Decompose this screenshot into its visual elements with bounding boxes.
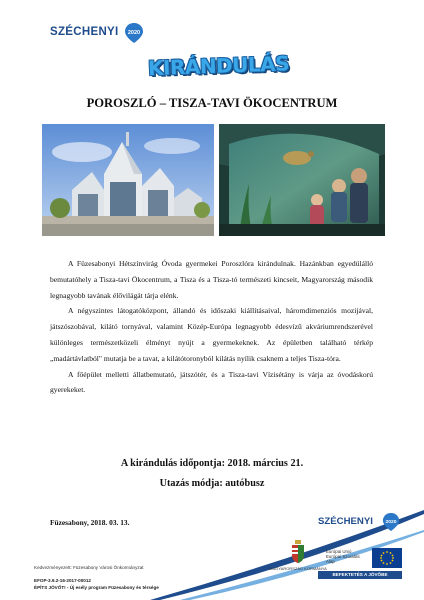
aquarium-photo: [219, 124, 385, 236]
eu-text: [326, 549, 360, 565]
szechenyi-bottom-badge: 2020: [385, 519, 397, 525]
government-text: MAGYARORSZÁG KORMÁNYA: [269, 566, 327, 571]
eu-text-line-2: Európai Szociális: [326, 554, 360, 560]
ecocentre-building-photo: [42, 124, 214, 236]
project-name: ÉPÍTS JÖVŐT! - Új esély program Füzesabony és térsége: [34, 585, 159, 590]
trip-date: A kirándulás időpontja: 2018. március 21.: [120, 458, 304, 469]
place-date: Füzesabony, 2018. 03. 13.: [50, 518, 130, 527]
map-pin-icon: [124, 22, 144, 44]
szechenyi-logo-top: [50, 22, 140, 44]
paragraph-visitor-centre: A négyszintes látogatóközpont, állandó és időszaki kiállításaival, háromdimenziós mozijával, játszószobával, kilátó tornyával, valamint Közép-Európa legnagyobb édesvízű akváriumrendszerével különleges természetközeli élményt nyújt a gyermekeknek. Az épületben található térkép „madártávlatból" mutatja be a tavat, a kilátótoronyból kilátás nyílik csaknem a teljes Tisza-tóra.: [50, 306, 373, 363]
body-text: [50, 256, 373, 398]
beneficiary-text: Kedvezményezett: Füzesabony Városi Önkormányzat: [34, 565, 144, 570]
page-title: POROSZLÓ – TISZA-TAVI ÖKOCENTRUM: [86, 96, 338, 110]
map-pin-icon: [382, 512, 400, 532]
paragraph-outdoor: A főépület melletti állatbemutató, játszótér, és a Tisza-tavi Vízisétány is várja az óvodáskorú gyerekeket.: [50, 369, 373, 395]
paragraph-intro: A Füzesabonyi Hétszínvirág Óvoda gyermekei Poroszlóra kirándulnak. Hazánkban egyedülálló bemutatóhely a Tisza-tavi Ökocentrum, a Tisza és a Tisza-tó természeti kincseit, Magyarország második legnagyobb tavának élővilágát tárja elénk.: [50, 259, 373, 300]
eu-text-line-1: Európai Unió: [326, 549, 352, 554]
trip-transport: Utazás módja: autóbusz: [159, 478, 265, 489]
kirandulas-banner: [147, 50, 290, 92]
eu-flag-icon: [372, 548, 402, 568]
hungarian-crest-icon: [290, 540, 306, 564]
szechenyi-logo-bottom-text: SZÉCHENYI: [318, 516, 373, 527]
szechenyi-badge: 2020: [127, 30, 141, 36]
szechenyi-logo-bottom: [318, 512, 402, 534]
invest-in-future-bar: BEFEKTETÉS A JÖVŐBE: [318, 571, 402, 579]
eu-text-line-3: Alap: [326, 559, 335, 565]
szechenyi-logo-text: SZÉCHENYI: [50, 26, 119, 38]
project-code: EFOP-3.9.2-16-2017-00012: [34, 578, 91, 583]
banner-text: KIRÁNDULÁS: [147, 51, 290, 81]
